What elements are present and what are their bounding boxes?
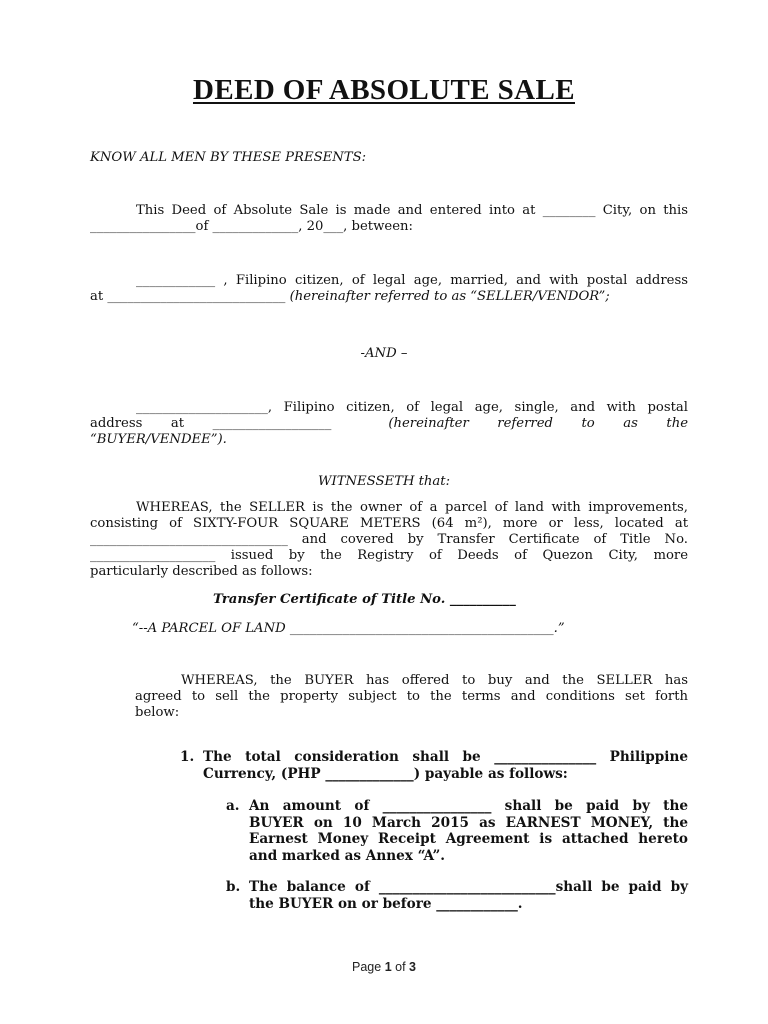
intro-paragraph bbox=[90, 203, 688, 235]
whereas-offer-paragraph bbox=[135, 673, 688, 721]
term-1-line-2: Currency, (PHP _____________) payable as follows: bbox=[203, 765, 568, 782]
page-total-number: 3 bbox=[409, 960, 416, 974]
parcel-line: “--A PARCEL OF LAND ________________________________________.” bbox=[132, 621, 565, 636]
page-word: Page bbox=[352, 960, 382, 974]
term-b-line-2: the BUYER on or before ____________. bbox=[249, 895, 523, 912]
term-a-line-2: BUYER on 10 March 2015 as EARNEST MONEY, the bbox=[249, 814, 688, 831]
term-a-marker: a. bbox=[226, 798, 240, 814]
term-a-text bbox=[249, 798, 688, 864]
whereas-owner-line-1: WHEREAS, the SELLER is the owner of a parcel of land with improvements, bbox=[136, 500, 688, 515]
page-footer bbox=[0, 960, 768, 974]
buyer-line-2 bbox=[90, 416, 688, 432]
term-b-text bbox=[249, 879, 688, 912]
and-separator: -AND – bbox=[360, 346, 408, 361]
intro-line-1: This Deed of Absolute Sale is made and entered into at ________ City, on this bbox=[136, 203, 688, 218]
term-1-text bbox=[203, 749, 688, 782]
whereas-owner-line-3: ______________________________ and covered by Transfer Certificate of Title No. bbox=[90, 532, 688, 547]
term-a-line-3: Earnest Money Receipt Agreement is attached hereto bbox=[249, 831, 688, 847]
buyer-line-1: ____________________, Filipino citizen, of legal age, single, and with postal bbox=[136, 400, 688, 415]
whereas-owner-paragraph bbox=[90, 500, 688, 580]
witnesseth-heading: WITNESSETH that: bbox=[317, 474, 451, 489]
whereas-owner-line-5: particularly described as follows: bbox=[90, 564, 313, 579]
buyer-paragraph bbox=[90, 400, 688, 448]
term-b-line-1: The balance of __________________________shall be paid by bbox=[249, 879, 688, 895]
term-1-line-1: The total consideration shall be _______________ Philippine bbox=[203, 749, 688, 765]
page-current-number: 1 bbox=[384, 960, 392, 974]
document-title bbox=[0, 74, 768, 107]
whereas-offer-line-1: WHEREAS, the BUYER has offered to buy and the SELLER has bbox=[181, 673, 688, 688]
seller-line-1: ____________ , Filipino citizen, of legal age, married, and with postal address bbox=[136, 273, 688, 288]
intro-line-2: ________________of _____________, 20___, between: bbox=[90, 219, 413, 234]
seller-paragraph bbox=[90, 273, 688, 305]
seller-reference: (hereinafter referred to as “SELLER/VENDOR”; bbox=[289, 289, 610, 304]
tct-line: Transfer Certificate of Title No. __________ bbox=[213, 592, 516, 607]
term-a-line-4: and marked as Annex “A”. bbox=[249, 847, 446, 864]
whereas-offer-line-3: below: bbox=[135, 705, 180, 720]
seller-address-blank: at ___________________________ bbox=[90, 289, 290, 304]
whereas-owner-line-4: ___________________ issued by the Registry of Deeds of Quezon City, more bbox=[90, 548, 688, 563]
buyer-line-3: “BUYER/VENDEE”). bbox=[90, 432, 227, 447]
title-text: DEED OF ABSOLUTE SALE bbox=[192, 74, 575, 106]
whereas-offer-line-2: agreed to sell the property subject to the terms and conditions set forth bbox=[135, 689, 688, 704]
buyer-address-blank: address at __________________ bbox=[90, 416, 332, 431]
of-word: of bbox=[395, 960, 406, 974]
term-b-marker: b. bbox=[226, 879, 241, 895]
presents-heading: KNOW ALL MEN BY THESE PRESENTS: bbox=[90, 150, 367, 165]
term-a-line-1: An amount of ________________ shall be paid by the bbox=[249, 798, 688, 814]
seller-line-2 bbox=[90, 289, 688, 305]
buyer-reference: (hereinafter referred to as the bbox=[388, 416, 688, 431]
whereas-owner-line-2: consisting of SIXTY-FOUR SQUARE METERS (64 m²), more or less, located at bbox=[90, 516, 688, 531]
term-1-number: 1. bbox=[180, 749, 195, 765]
